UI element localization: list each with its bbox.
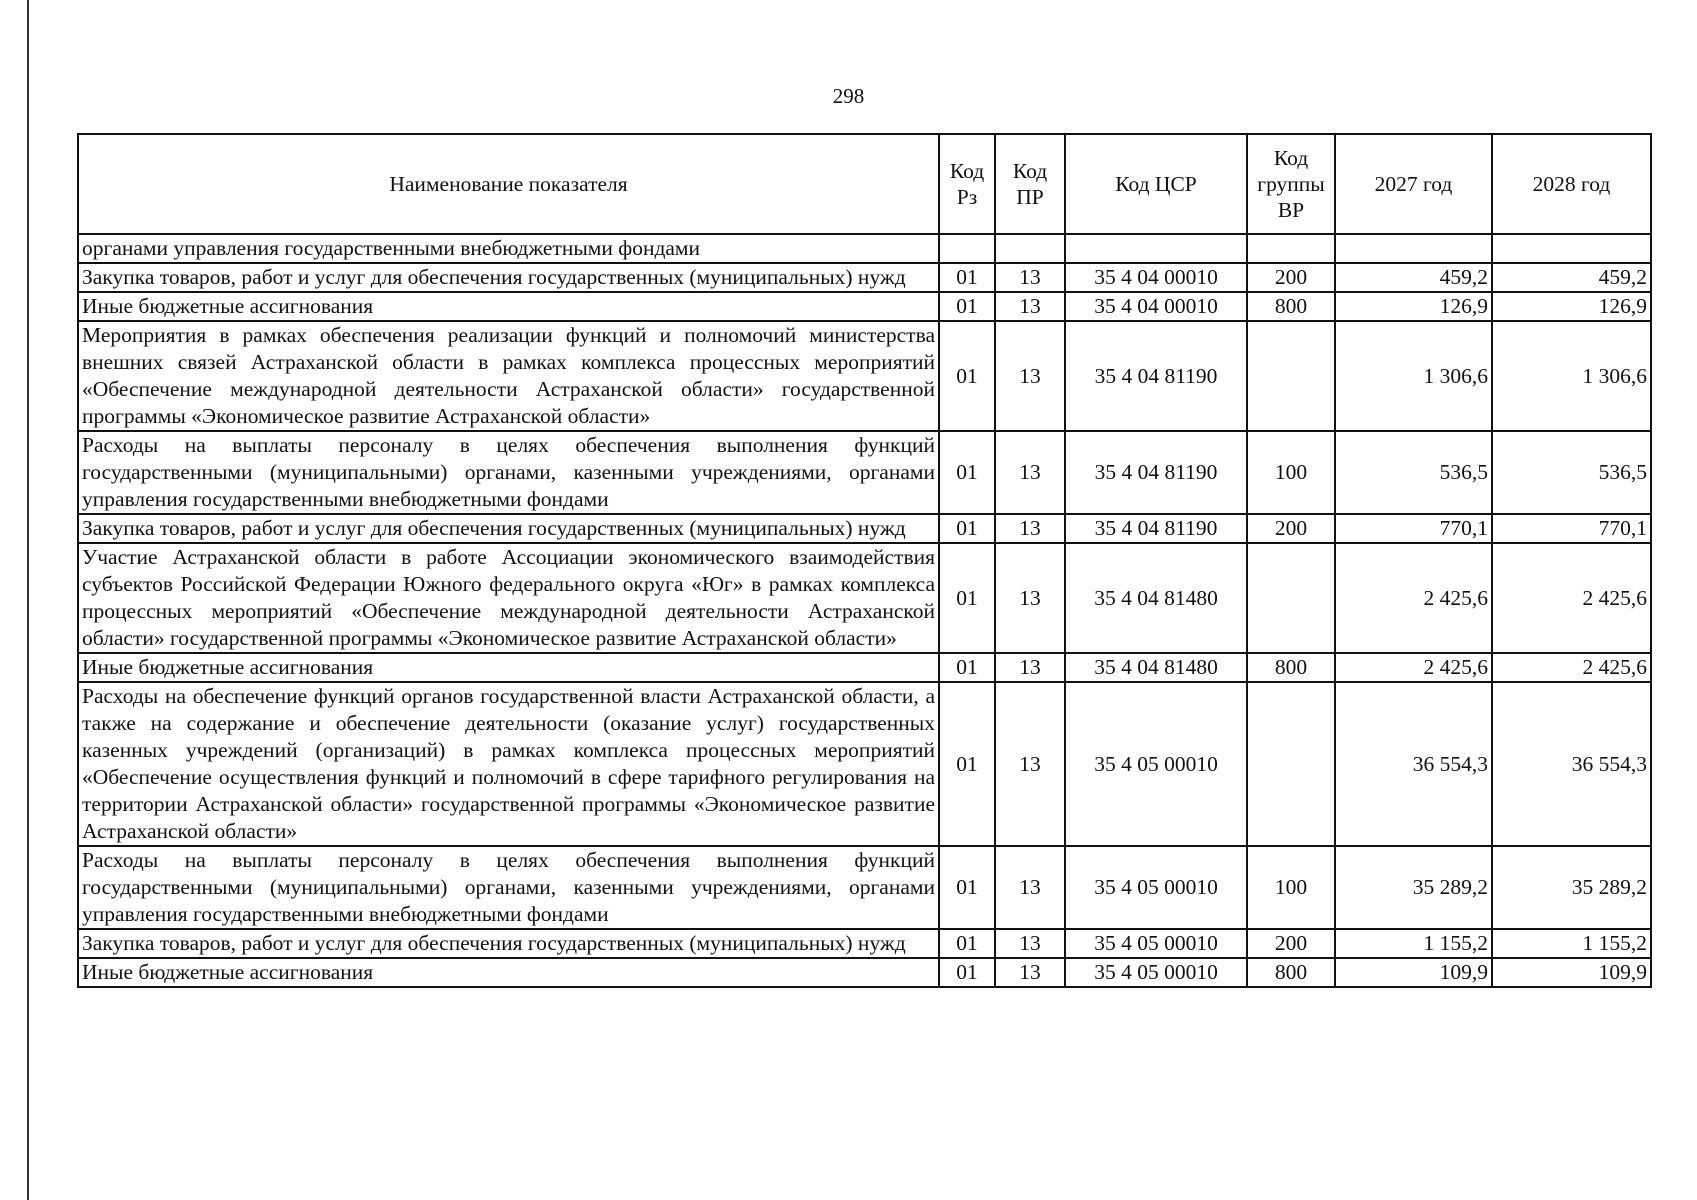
table-row [78, 292, 1651, 321]
cell-value-2028: 2 425,6 [1492, 653, 1651, 682]
table-row [78, 929, 1651, 958]
header-year-2028: 2028 год [1492, 134, 1651, 234]
header-name: Наименование показателя [78, 134, 939, 234]
cell-value-2028: 36 554,3 [1492, 682, 1651, 846]
cell-value-2028: 1 155,2 [1492, 929, 1651, 958]
cell-code-vr [1247, 543, 1335, 653]
cell-name: Расходы на выплаты персоналу в целях обеспечения выполнения функций государственными (муниципальными) органами, казенными учреждениями, органами управления государственными внебюджетными фондами [78, 846, 939, 929]
header-year-2027: 2027 год [1335, 134, 1492, 234]
cell-value-2028: 126,9 [1492, 292, 1651, 321]
cell-value-2028: 459,2 [1492, 263, 1651, 292]
cell-value-2028: 1 306,6 [1492, 321, 1651, 431]
table-row [78, 234, 1651, 263]
cell-value-2027: 1 306,6 [1335, 321, 1492, 431]
page-margin-line [27, 0, 29, 1200]
page-number: 298 [832, 84, 865, 108]
cell-code-csr: 35 4 05 00010 [1065, 929, 1247, 958]
table-row [78, 958, 1651, 987]
cell-code-pr: 13 [995, 682, 1065, 846]
cell-value-2028: 109,9 [1492, 958, 1651, 987]
table-header-row [78, 134, 1651, 234]
cell-code-vr: 800 [1247, 653, 1335, 682]
cell-code-vr: 100 [1247, 846, 1335, 929]
cell-code-vr [1247, 321, 1335, 431]
budget-table [77, 133, 1652, 988]
cell-value-2027: 35 289,2 [1335, 846, 1492, 929]
cell-name: Участие Астраханской области в работе Ассоциации экономического взаимодействия субъектов Российской Федерации Южного федерального округа «Юг» в рамках комплекса процессных мероприятий «Обеспечение международной деятельности Астраханской области» государственной программы «Экономическое развитие Астраханской области» [78, 543, 939, 653]
cell-code-vr: 100 [1247, 431, 1335, 514]
header-code-vr: Код группы ВР [1247, 134, 1335, 234]
cell-code-csr: 35 4 04 00010 [1065, 263, 1247, 292]
table-row [78, 846, 1651, 929]
cell-value-2028: 770,1 [1492, 514, 1651, 543]
cell-code-pr: 13 [995, 543, 1065, 653]
cell-name: Иные бюджетные ассигнования [78, 292, 939, 321]
cell-name: Иные бюджетные ассигнования [78, 653, 939, 682]
cell-code-csr: 35 4 04 81190 [1065, 431, 1247, 514]
header-code-pr: Код ПР [995, 134, 1065, 234]
cell-value-2027: 2 425,6 [1335, 543, 1492, 653]
cell-code-csr: 35 4 04 81480 [1065, 543, 1247, 653]
cell-value-2028: 536,5 [1492, 431, 1651, 514]
cell-code-pr: 13 [995, 958, 1065, 987]
cell-code-pr: 13 [995, 263, 1065, 292]
cell-name: Иные бюджетные ассигнования [78, 958, 939, 987]
cell-name: Расходы на выплаты персоналу в целях обеспечения выполнения функций государственными (муниципальными) органами, казенными учреждениями, органами управления государственными внебюджетными фондами [78, 431, 939, 514]
table-row [78, 321, 1651, 431]
cell-value-2027: 126,9 [1335, 292, 1492, 321]
cell-code-rz [939, 234, 995, 263]
cell-value-2027: 109,9 [1335, 958, 1492, 987]
cell-code-vr: 800 [1247, 958, 1335, 987]
table-row [78, 543, 1651, 653]
table-row [78, 431, 1651, 514]
header-code-csr: Код ЦСР [1065, 134, 1247, 234]
cell-code-vr: 200 [1247, 263, 1335, 292]
cell-value-2027: 770,1 [1335, 514, 1492, 543]
cell-code-csr: 35 4 04 81190 [1065, 514, 1247, 543]
cell-code-vr: 800 [1247, 292, 1335, 321]
cell-name: Мероприятия в рамках обеспечения реализации функций и полномочий министерства внешних связей Астраханской области в рамках комплекса процессных мероприятий «Обеспечение международной деятельности Астраханской области» государственной программы «Экономическое развитие Астраханской области» [78, 321, 939, 431]
cell-code-pr: 13 [995, 846, 1065, 929]
cell-code-vr [1247, 234, 1335, 263]
cell-code-csr: 35 4 05 00010 [1065, 958, 1247, 987]
cell-code-pr: 13 [995, 929, 1065, 958]
cell-name: Расходы на обеспечение функций органов государственной власти Астраханской области, а также на содержание и обеспечение деятельности (оказание услуг) государственных казенных учреждений (организаций) в рамках комплекса процессных мероприятий «Обеспечение осуществления функций и полномочий в сфере тарифного регулирования на территории Астраханской области» государственной программы «Экономическое развитие Астраханской области» [78, 682, 939, 846]
cell-code-rz: 01 [939, 514, 995, 543]
cell-code-pr: 13 [995, 653, 1065, 682]
table-row [78, 653, 1651, 682]
cell-code-rz: 01 [939, 292, 995, 321]
cell-code-csr: 35 4 05 00010 [1065, 682, 1247, 846]
cell-code-rz: 01 [939, 543, 995, 653]
cell-code-rz: 01 [939, 431, 995, 514]
table-row [78, 263, 1651, 292]
cell-code-rz: 01 [939, 929, 995, 958]
cell-code-rz: 01 [939, 846, 995, 929]
cell-code-pr: 13 [995, 514, 1065, 543]
table-body [78, 234, 1651, 987]
cell-code-rz: 01 [939, 682, 995, 846]
table-row [78, 514, 1651, 543]
table-row [78, 682, 1651, 846]
cell-code-rz: 01 [939, 263, 995, 292]
cell-code-csr: 35 4 04 00010 [1065, 292, 1247, 321]
cell-value-2027: 536,5 [1335, 431, 1492, 514]
cell-value-2027: 459,2 [1335, 263, 1492, 292]
cell-code-rz: 01 [939, 321, 995, 431]
cell-code-vr [1247, 682, 1335, 846]
cell-value-2027: 36 554,3 [1335, 682, 1492, 846]
cell-code-csr [1065, 234, 1247, 263]
cell-value-2028: 35 289,2 [1492, 846, 1651, 929]
cell-value-2028 [1492, 234, 1651, 263]
cell-code-rz: 01 [939, 958, 995, 987]
cell-value-2027: 1 155,2 [1335, 929, 1492, 958]
cell-value-2027: 2 425,6 [1335, 653, 1492, 682]
cell-code-pr [995, 234, 1065, 263]
cell-code-pr: 13 [995, 292, 1065, 321]
cell-code-pr: 13 [995, 431, 1065, 514]
cell-name: органами управления государственными внебюджетными фондами [78, 234, 939, 263]
cell-value-2028: 2 425,6 [1492, 543, 1651, 653]
cell-code-pr: 13 [995, 321, 1065, 431]
cell-value-2027 [1335, 234, 1492, 263]
cell-code-rz: 01 [939, 653, 995, 682]
cell-code-vr: 200 [1247, 514, 1335, 543]
cell-code-csr: 35 4 05 00010 [1065, 846, 1247, 929]
cell-name: Закупка товаров, работ и услуг для обеспечения государственных (муниципальных) нужд [78, 514, 939, 543]
cell-code-vr: 200 [1247, 929, 1335, 958]
header-code-rz: Код Рз [939, 134, 995, 234]
cell-code-csr: 35 4 04 81190 [1065, 321, 1247, 431]
cell-name: Закупка товаров, работ и услуг для обеспечения государственных (муниципальных) нужд [78, 263, 939, 292]
cell-name: Закупка товаров, работ и услуг для обеспечения государственных (муниципальных) нужд [78, 929, 939, 958]
cell-code-csr: 35 4 04 81480 [1065, 653, 1247, 682]
